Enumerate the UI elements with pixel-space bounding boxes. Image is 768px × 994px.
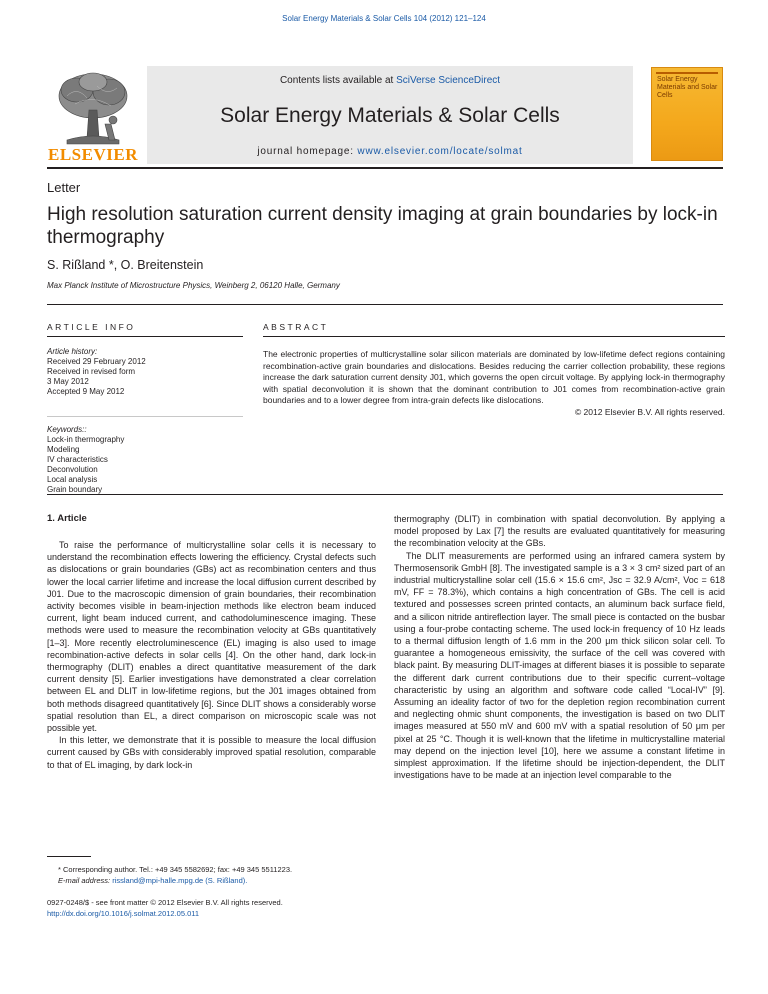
cover-bar (656, 72, 718, 74)
body-paragraph: To raise the performance of multicrystalline solar cells it is necessary to understand the recombination effects lowering the efficiency. Crystal defects such as dislocations or grain boundaries (GBs) act as recombination centers and thus lower the local carrier lifetime and increase the local diffusion current described by J01. Due to the macroscopic dimension of grain boundaries, their recombination activity becomes visible in beam-injection methods like electron beam induced current, light beam induced current, and cathodoluminescence imaging. These methods were used to measure the recombination velocity at GBs quantitatively [1–3]. More recently electroluminescence (EL) imaging is also used to image recombination-active defects in solar cells [4]. On the other hand, dark lock-in thermography (DLIT) enables a direct quantitative measurement of the dark current density [5]. Earlier investigations have demonstrated a clear correlation between EL and DLIT in low-lifetime regions, but the J01 images obtained from both methods disagreed quantitatively [6]. Since DLIT shows a considerably worse spatial resolution than EL, a direct comparison on microscopic scale was not possible yet. (47, 540, 376, 734)
keywords-block (47, 425, 243, 495)
article-info-rule (47, 336, 243, 337)
article-history (47, 347, 243, 397)
right-column (394, 513, 725, 781)
contents-line (147, 75, 633, 86)
email-label: E-mail address: (58, 876, 113, 885)
abstract-heading: ABSTRACT (263, 322, 329, 332)
keyword: Grain boundary (47, 485, 103, 494)
issn-line: 0927-0248/$ - see front matter © 2012 Elsevier B.V. All rights reserved. (47, 898, 283, 907)
keyword: Modeling (47, 445, 80, 454)
article-type: Letter (47, 180, 81, 195)
author-list: S. Rißland *, O. Breitenstein (47, 258, 204, 272)
header-rule (47, 167, 723, 169)
email-note (58, 876, 378, 886)
homepage-prefix: journal homepage: (257, 146, 358, 157)
section-heading: 1. Article (47, 513, 87, 524)
keywords-rule (47, 416, 243, 417)
history-line: 3 May 2012 (47, 377, 89, 386)
body-paragraph: The DLIT measurements are performed using an infrared camera system by Thermosensorik GmbH [8]. The investigated sample is a 3 × 3 cm² sized part of an industrial multicrystalline solar cell (15.6 × 15.6 cm², Jsc = 32.9 A/cm², Voc = 618 mV, FF = 78.3%), which contains a high concentration of GBs. The cell is acid textured and possesses screen printed contacts, an aluminum back surface field, and a silicon nitride antireflection layer. The small piece is contacted on the busbar using a four-probe contacting scheme. The used lock-in frequency of 10 Hz leads to a thermal diffusion length of 1.6 mm in the 200 μm thick silicon solar cell. To guarantee a homogeneous emissivity, the surface of the cell was covered with black paint. By measuring DLIT-images at different biases it is possible to separate the different dark current contributions due to their specific current–voltage characteristic by using an algorithm and software code called “Local-IV” [9]. Assuming an ideality factor of two for the depletion region recombination current and neglecting ohmic shunt components, the investigation is based on two DLIT images measured at 550 mV and 600 mV with a spatial resolution of 50 μm per pixel at 25 °C. Though it is well-known that the lifetime in multicrystalline material may depend on the injection level [10], here we assume a constant lifetime in simplest approximation. If the lifetime should be injection-dependent, the DLIT investigations have to be made at an injection level comparable to the (394, 550, 725, 781)
article-info-heading: ARTICLE INFO (47, 322, 136, 332)
journal-homepage (147, 146, 633, 157)
body-top-rule (47, 494, 723, 495)
abstract-rule (263, 336, 725, 337)
article-title: High resolution saturation current density imaging at grain boundaries by lock-in thermography (47, 204, 718, 248)
keyword: Lock-in thermography (47, 435, 125, 444)
sciencedirect-link[interactable]: SciVerse ScienceDirect (396, 75, 501, 86)
affiliation: Max Planck Institute of Microstructure Physics, Weinberg 2, 06120 Halle, Germany (47, 281, 340, 290)
contents-prefix: Contents lists available at (279, 75, 397, 86)
keyword: IV characteristics (47, 455, 108, 464)
email-link[interactable]: rissland@mpi-halle.mpg.de (S. Rißland). (112, 876, 248, 885)
keyword: Deconvolution (47, 465, 98, 474)
history-line: Received in revised form (47, 367, 136, 376)
doi-link[interactable]: http://dx.doi.org/10.1016/j.solmat.2012.05.011 (47, 909, 200, 918)
footnote-rule (47, 856, 91, 857)
elsevier-wordmark: ELSEVIER (48, 145, 138, 164)
corresponding-author-note: * Corresponding author. Tel.: +49 345 5582692; fax: +49 345 5511223. (58, 865, 293, 874)
history-line: Received 29 February 2012 (47, 357, 146, 366)
cover-title: Solar Energy Materials and Solar Cells (657, 76, 718, 99)
history-label: Article history: (47, 347, 98, 356)
abstract-text: The electronic properties of multicrystalline solar silicon materials are dominated by low-lifetime defect regions containing recombination-active grain boundaries and dislocations. Besides reducing the carrier collection probability, these regions increase the dark saturation current density J01, which governs the open circuit voltage. By applying lock-in thermography with spatial deconvolution it is shown that the dominant contribution to J01 comes from recombination-active grain boundaries and to a lower degree from intra-grain defects like dislocations. (263, 349, 725, 406)
keywords-label: Keywords:: (47, 425, 87, 434)
history-line: Accepted 9 May 2012 (47, 387, 125, 396)
abstract-copyright: © 2012 Elsevier B.V. All rights reserved. (574, 407, 725, 417)
journal-title: Solar Energy Materials & Solar Cells (220, 104, 560, 127)
body-paragraph: thermography (DLIT) in combination with spatial deconvolution. By applying a model proposed by Lax [7] the results are evaluated quantitatively for measuring the recombination velocity at the GBs. (394, 514, 725, 549)
info-top-rule (47, 304, 723, 305)
journal-citation[interactable]: Solar Energy Materials & Solar Cells 104 (2012) 121–124 (282, 14, 486, 23)
body-paragraph: In this letter, we demonstrate that it is possible to measure the local diffusion current caused by GBs with considerably improved spatial resolution, comparable to that of EL imaging, by dark lock-in (47, 735, 376, 770)
left-column (47, 539, 376, 771)
journal-cover-thumbnail[interactable] (651, 67, 723, 161)
keyword: Local analysis (47, 475, 98, 484)
homepage-link[interactable]: www.elsevier.com/locate/solmat (357, 146, 523, 157)
